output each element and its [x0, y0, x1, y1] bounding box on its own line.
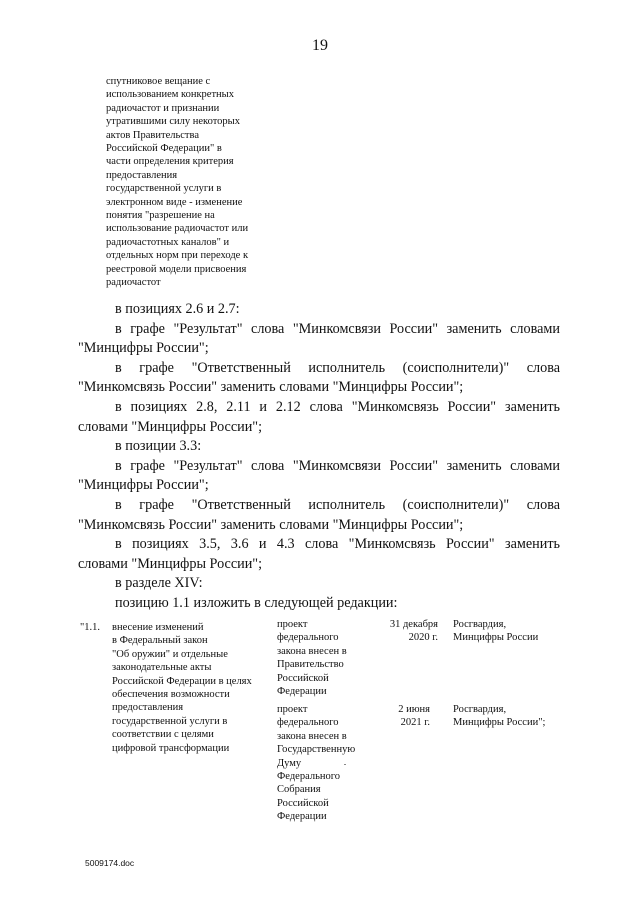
amend-paragraph: словами "Минцифры России";	[78, 555, 263, 572]
amend-paragraph: в позициях 2.8, 2.11 и 2.12 слова "Минкомсвязь России" заменить	[115, 398, 560, 415]
date-line: 2020 г.	[408, 632, 438, 644]
desc-line: законодательные акты	[112, 662, 212, 674]
amend-paragraph: "Минкомсвязь России" заменить словами "Минцифры России";	[78, 516, 464, 533]
result-line: проект	[277, 704, 308, 715]
desc-line: цифровой трансформации	[112, 742, 230, 754]
amend-paragraph: в разделе XIV:	[115, 575, 203, 592]
result-line: Думу	[277, 757, 302, 769]
responsible-line: Минцифры России";	[453, 717, 546, 729]
desc-line: внесение изменений	[112, 622, 204, 633]
result-line: Федерации	[277, 811, 327, 823]
amend-paragraph: в графе "Ответственный исполнитель (соисполнители)" слова	[115, 496, 560, 513]
cont-line: радиочастотных каналов" и	[106, 236, 230, 248]
cont-line: Российской Федерации" в	[106, 143, 222, 155]
result-line: закона внесен в	[277, 645, 347, 657]
cont-line: актов Правительства	[106, 129, 199, 141]
amend-paragraph: в графе "Результат" слова "Минкомсвязи России" заменить словами	[115, 457, 560, 474]
cont-line: электронном виде - изменение	[106, 196, 243, 208]
responsible-line: Росгвардия,	[453, 619, 507, 630]
desc-line: государственной услуги в	[112, 715, 228, 727]
responsible-line: Минцифры России	[453, 632, 539, 644]
desc-line: "Об оружии" и отдельные	[112, 648, 228, 660]
desc-line: в Федеральный закон	[112, 635, 208, 647]
date-line: 2 июня	[398, 704, 430, 715]
result-line: Федерации	[277, 686, 327, 698]
amend-paragraph: в позициях 3.5, 3.6 и 4.3 слова "Минкомсвязь России" заменить	[115, 536, 560, 553]
result-line: Российской	[277, 797, 329, 809]
amend-paragraph: в позициях 2.6 и 2.7:	[115, 301, 240, 317]
amend-paragraph: "Минкомсвязь России" заменить словами "Минцифры России";	[78, 379, 464, 396]
cont-line: спутниковое вещание с	[106, 76, 211, 87]
cont-line: радиочастот и признании	[106, 102, 220, 114]
amendments-body	[78, 300, 560, 614]
desc-line: соответствии с целями	[112, 729, 214, 741]
result-line: Российской	[277, 672, 329, 684]
desc-line: обеспечения возможности	[112, 689, 230, 701]
result-line: федерального	[277, 717, 339, 729]
result-line: Государственную	[277, 744, 356, 756]
footer-filename: 5009174.doc	[85, 858, 135, 868]
row2-responsible	[453, 703, 545, 730]
cont-line: государственной услуги в	[106, 183, 222, 195]
result-line: Собрания	[277, 784, 321, 796]
desc-line: Российской Федерации в целях	[112, 675, 252, 687]
continuation-cell	[106, 75, 281, 290]
cont-line: использованием конкретных	[106, 89, 234, 101]
scan-speck	[344, 764, 346, 765]
amend-paragraph: словами "Минцифры России";	[78, 418, 263, 435]
amend-paragraph: "Минцифры России";	[78, 340, 209, 357]
row1-result	[277, 618, 347, 698]
cont-line: радиочастот	[106, 277, 161, 289]
cont-line: предоставления	[106, 169, 178, 181]
desc-line: предоставления	[112, 702, 184, 714]
amend-paragraph: в графе "Ответственный исполнитель (соисполнители)" слова	[115, 359, 560, 376]
row2-date	[380, 703, 430, 730]
row1-responsible	[453, 618, 538, 645]
result-line: Правительство	[277, 659, 344, 671]
cont-line: отдельных норм при переходе к	[106, 250, 249, 262]
cont-line: утратившими силу некоторых	[106, 116, 240, 128]
amend-paragraph: позицию 1.1 изложить в следующей редакции:	[115, 594, 398, 611]
table-position-number: "1.1.	[80, 622, 101, 633]
cont-line: части определения критерия	[106, 156, 234, 168]
cont-line: понятия "разрешение на	[106, 210, 215, 222]
result-line: Федерального	[277, 771, 341, 783]
amend-paragraph: "Минцифры России";	[78, 477, 209, 494]
result-line: закона внесен в	[277, 730, 347, 742]
date-line: 31 декабря	[389, 619, 438, 630]
result-line: проект	[277, 619, 308, 630]
cont-line: использование радиочастот или	[106, 223, 249, 235]
responsible-line: Росгвардия,	[453, 704, 507, 715]
table-description	[112, 621, 262, 755]
row1-date	[380, 618, 438, 645]
amend-paragraph: в позиции 3.3:	[115, 438, 202, 455]
cont-line: реестровой модели присвоения	[106, 263, 247, 275]
date-line: 2021 г.	[400, 717, 430, 729]
page-number: 19	[312, 37, 328, 54]
amend-paragraph: в графе "Результат" слова "Минкомсвязи России" заменить словами	[115, 320, 560, 337]
result-line: федерального	[277, 632, 339, 644]
